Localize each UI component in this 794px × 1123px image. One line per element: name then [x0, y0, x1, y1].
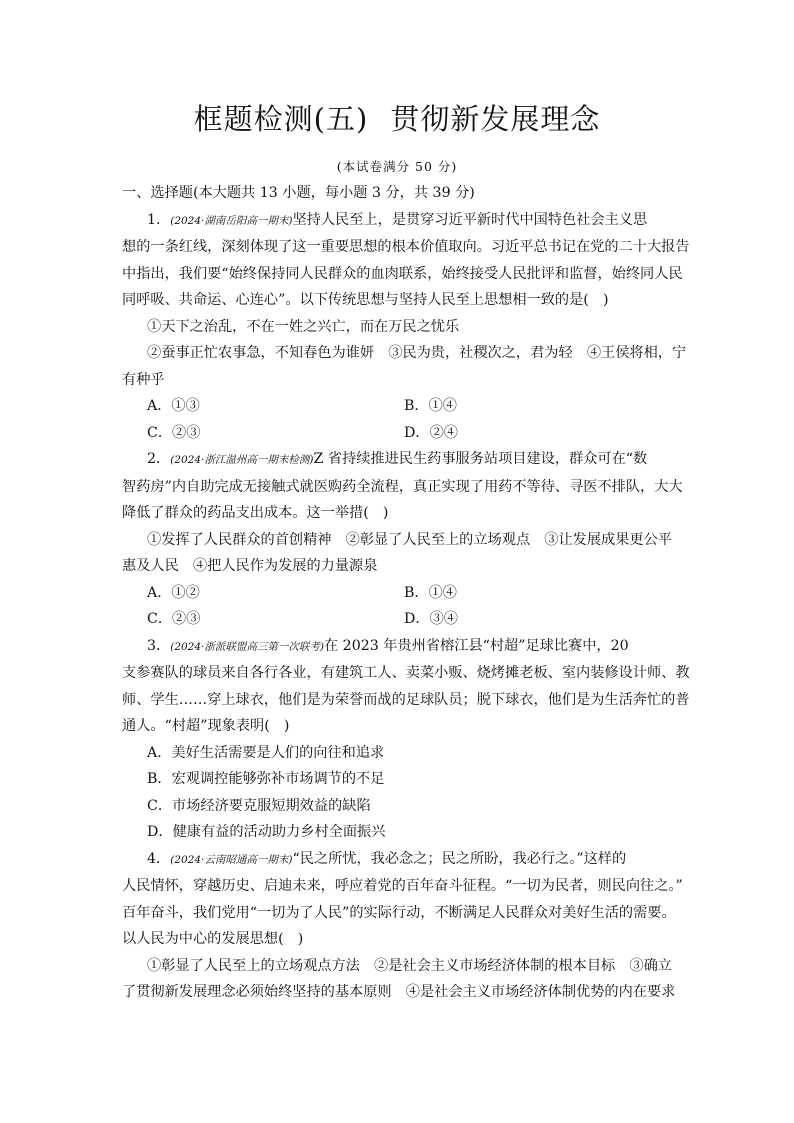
section-heading: 一、选择题(本大题共 13 小题，每小题 3 分，共 39 分)	[122, 185, 475, 201]
q1-line-3: 中指出，我们要“始终保持同人民群众的血肉联系，始终接受人民批评和监督，始终同人民	[122, 265, 683, 282]
q1-option-b[interactable]: B．①④	[404, 398, 457, 414]
q1-line-2: 想的一条红线，深刻体现了这一重要思想的根本价值取向。习近平总书记在党的二十大报告	[122, 239, 690, 255]
title-main: 框题检测(五)	[193, 102, 369, 136]
q2-options-ab	[122, 580, 678, 607]
q3-option-b[interactable]: B．宏观调控能够弥补市场调节的不足	[147, 771, 385, 787]
score-note: (本试卷满分 50 分)	[336, 159, 458, 174]
q3-number: 3．	[147, 637, 171, 654]
q3-source: (2024·浙派联盟高三第一次联考)	[170, 640, 324, 653]
q2-options-cd	[122, 606, 678, 633]
q4-statement-1: ①彰显了人民至上的立场观点方法 ②是社会主义市场经济体制的根本目标 ③确立	[147, 957, 672, 974]
q2-number: 2．	[147, 451, 171, 467]
q4-line-1	[122, 846, 678, 874]
q2-statement-1: ①发挥了人民群众的首创精神 ②彰显了人民至上的立场观点 ③让发展成果更公平	[147, 531, 672, 548]
q3-line-2: 支参赛队的球员来自各行各业，有建筑工人、卖菜小贩、烧烤摊老板、室内装修设计师、教	[122, 665, 690, 681]
q1-option-c[interactable]: C．②③	[147, 424, 201, 441]
q3-line-4: 通人。“村超”现象表明( )	[122, 718, 290, 734]
q2-line-1	[122, 446, 678, 474]
q1-option-d[interactable]: D．②④	[404, 424, 458, 441]
q1-statement-3: 有种乎	[122, 371, 165, 388]
q4-source: (2024·云南昭通高一期末)	[170, 853, 293, 866]
q2-option-b[interactable]: B．①④	[404, 584, 457, 601]
q4-line-2: 人民情怀，穿越历史、启迪未来，呼应着党的百年奋斗征程。“一切为民者，则民向往之。”	[122, 878, 683, 894]
q1-option-a[interactable]: A．①③	[147, 398, 200, 414]
title-topic: 贯彻新发展理念	[390, 102, 601, 136]
q1-number: 1．	[147, 211, 171, 228]
q1-statement-2: ②蚕事正忙农事急，不知春色为谁妍 ③民为贵，社稷次之，君为轻 ④王侯将相，宁	[147, 345, 687, 361]
q1-line-4: 同呼吸、共命运、心连心”。以下传统思想与坚持人民至上思想相一致的是( )	[122, 292, 609, 308]
question-body	[122, 180, 690, 1006]
q2-option-d[interactable]: D．③④	[404, 611, 458, 627]
q2-line-2: 智药房”内自助完成无接触式就医购药全流程，真正实现了用药不等待、寻医不排队，大大	[122, 478, 683, 495]
page-title	[0, 97, 794, 138]
q1-text: 坚持人民至上，是贯穿习近平新时代中国特色社会主义思	[292, 211, 648, 228]
q2-line-3: 降低了群众的药品支出成本。这一举措( )	[122, 505, 389, 521]
q4-statement-2: 了贯彻新发展理念必须始终坚持的基本原则 ④是社会主义市场经济体制优势的内在要求	[122, 984, 676, 1000]
q3-option-a[interactable]: A．美好生活需要是人们的向往和追求	[147, 744, 385, 761]
q4-text: “民之所忧，我必念之；民之所盼，我必行之。”这样的	[292, 850, 627, 867]
q3-option-d[interactable]: D．健康有益的活动助力乡村全面振兴	[147, 824, 386, 840]
q4-number: 4．	[147, 850, 171, 867]
q2-text: Z 省持续推进民生药事服务站项目建设，群众可在“数	[313, 451, 648, 467]
q4-line-3: 百年奋斗，我们党用“一切为了人民”的实际行动，不断满足人民群众对美好生活的需要。	[122, 904, 676, 921]
q1-statement-1: ①天下之治乱，不在一姓之兴亡，而在万民之忧乐	[147, 318, 460, 335]
q2-option-c[interactable]: C．②③	[147, 611, 201, 627]
q1-source: (2024·湖南岳阳高一期末)	[170, 214, 293, 227]
q3-line-3: 师、学生……穿上球衣，他们是为荣誉而战的足球队员；脱下球衣，他们是为生活奔忙的普	[122, 691, 690, 708]
q3-text: 在 2023 年贵州省榕江县“村超”足球比赛中，20	[323, 637, 629, 654]
q1-line-1	[122, 207, 678, 235]
q1-options-ab	[122, 393, 678, 420]
q1-options-cd	[122, 420, 678, 447]
q3-line-1	[122, 633, 678, 661]
q2-source: (2024·浙江温州高一期末检测)	[170, 454, 314, 466]
q2-option-a[interactable]: A．①②	[147, 584, 200, 601]
q3-option-c[interactable]: C．市场经济要克服短期效益的缺陷	[147, 797, 371, 814]
q4-line-4: 以人民为中心的发展思想( )	[122, 931, 304, 947]
q2-statement-2: 惠及人民 ④把人民作为发展的力量源泉	[122, 558, 378, 574]
